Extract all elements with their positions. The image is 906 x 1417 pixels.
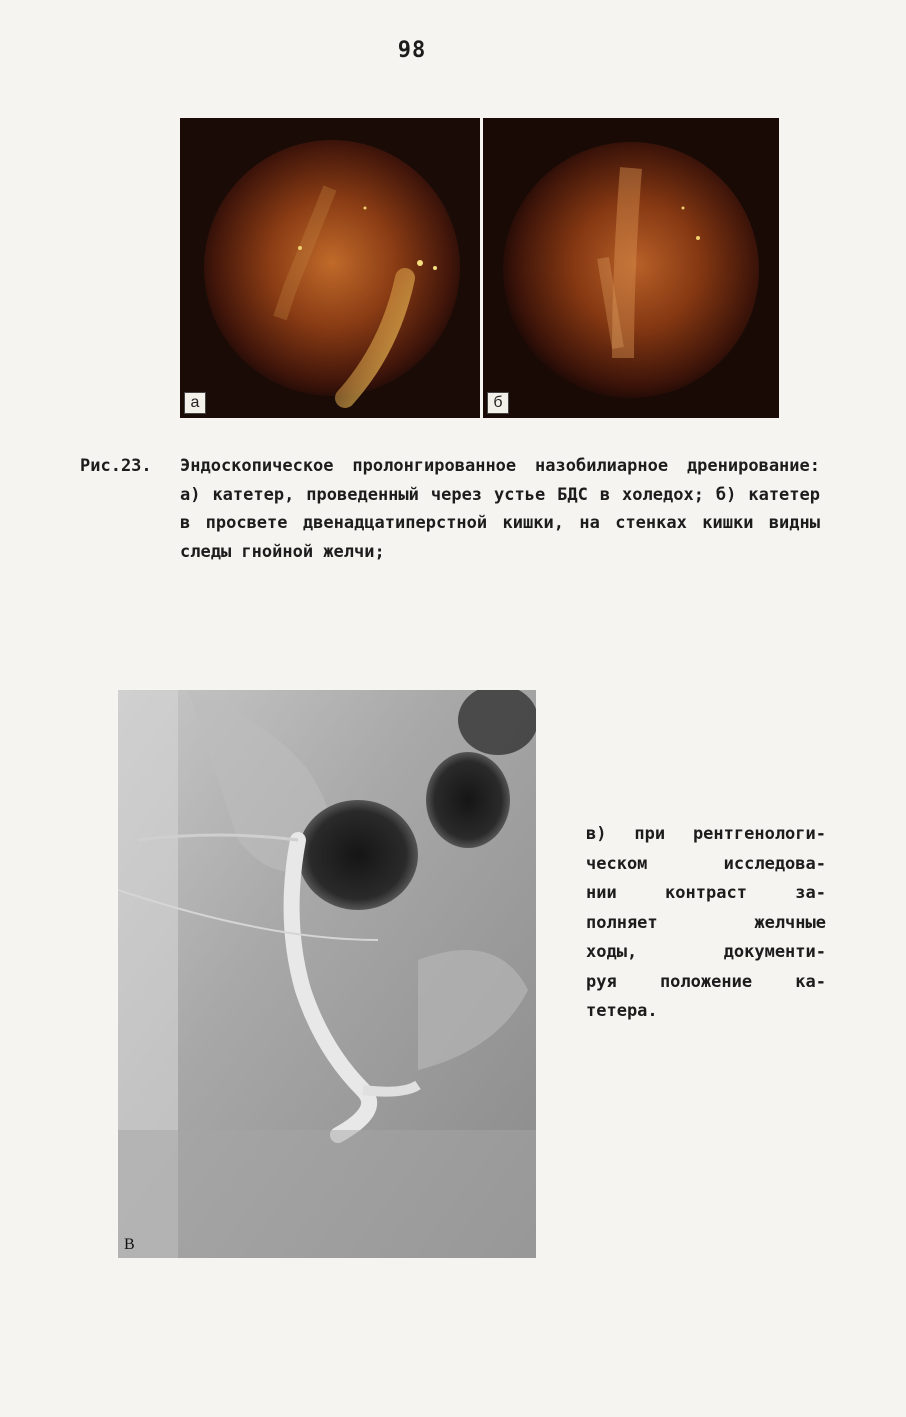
figure-caption-text: Эндоскопическое пролонгированное назобилиарное дренирование: а) катетер, проведенный через устье БДС в холедох; б) катетер в просвете двенадцатиперстной кишки, на стенках кишки видны следы гнойной желчи;: [180, 456, 820, 562]
xray-label: В: [124, 1236, 135, 1253]
xray-image: [118, 690, 536, 1258]
xray-description-line: нии контраст за-: [586, 883, 826, 903]
figure-caption: [80, 452, 840, 566]
figure-number: Рис.23.: [80, 456, 152, 476]
xray-photo: [118, 690, 536, 1258]
endoscopy-image-a: [180, 118, 480, 418]
page-number: 98: [397, 38, 427, 63]
xray-description-line: полняет желчные: [586, 912, 826, 933]
xray-description-line: ходы, документи-: [586, 942, 826, 962]
endoscopy-photo-a: [180, 118, 480, 418]
xray-description-line: в) при рентгенологи-: [586, 824, 826, 844]
xray-description-line: руя положение ка-: [586, 971, 826, 992]
xray-description: [586, 820, 826, 1027]
endoscopy-image-b: [483, 118, 779, 418]
photo-b-label: б: [487, 392, 509, 414]
endoscopy-photo-b: [483, 118, 779, 418]
xray-description-line: тетера.: [586, 1001, 658, 1021]
xray-description-line: ческом исследова-: [586, 853, 826, 874]
photo-a-label: а: [184, 392, 206, 414]
